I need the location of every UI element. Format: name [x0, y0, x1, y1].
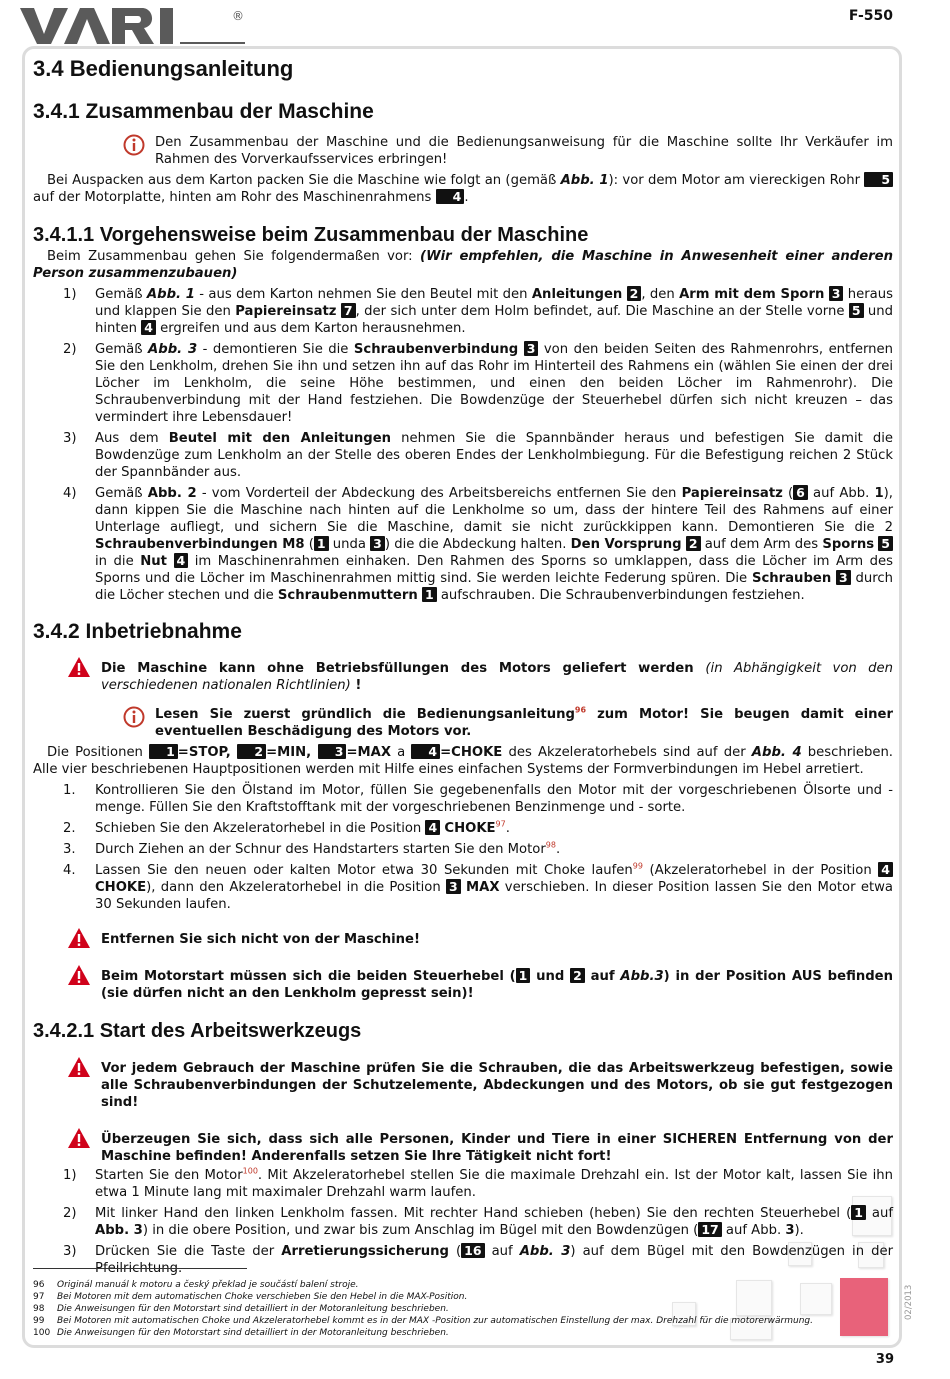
- warning-icon: [67, 927, 91, 949]
- list-item: 2) Mit linker Hand den linken Lenkholm fassen. Mit rechter Hand schieben (heben) Sie den rechten Steuerhebel ( 1 auf Abb. 3) in die obere Position, und zwar bis zum Anschlag im Bügel mit den Bowdenzügen ( 17 auf Abb. 3).: [63, 1205, 893, 1238]
- list-item: 4) Gemäß Abb. 2 - vom Vorderteil der Abdeckung des Arbeitsbereichs entfernen Sie den Papiereinsatz ( 6 auf Abb. 1), dann kippen Sie die Maschine nach hinten auf die Lenkholme so um, dass der hintere Teil des Rahmens auf einer Unterlage aufliegt, und sichern Sie die Maschine, damit sie nicht zurückkippen kann. Demontieren Sie die 2 Schraubenverbindungen M8 ( 1 unda 3 ) die die Abdeckung halten. Den Vorsprung 2 auf dem Arm des Sporns 5 in die Nut 4 im Maschinenrahmen einhaken. Den Rahmen des Sporns so umklappen, dass die Löcher im Arm des Sporns und die Löcher im Maschinenrahmen mittig sind. Sie werden leichte Federung spüren. Die Schrauben 3 durch die Löcher stechen und die Schraubenmuttern 1 aufschrauben. Die Schraubenverbindungen festziehen.: [63, 485, 893, 603]
- list-item: 3) Drücken Sie die Taste der Arretierungssicherung ( 16 auf Abb. 3) auf dem Bügel mit den Bowdenzügen in der Pfeilrichtung.: [63, 1243, 894, 1276]
- list-item: 1) Starten Sie den Motor$^{100}$. Mit Akzeleratorhebel stellen Sie die maximale Drehzahl ein. Ist der Motor kalt, lassen Sie ihn etwa 1 Minute lang mit maximaler Drehzahl warm laufen.: [63, 1166, 893, 1200]
- info-text: Den Zusammenbau der Maschine und die Bedienungsanweisung für die Maschine sollte Ihr Verkäufer im Rahmen des Vorverkaufsservices erbringen!: [155, 135, 893, 167]
- model-label: F-550: [848, 8, 893, 24]
- assembly-info-note: [33, 134, 893, 168]
- list-item: 4. Lassen Sie den neuen oder kalten Motor etwa 30 Sekunden mit Choke laufen$^{99}$ (Akzeleratorhebel in der Position 4 CHOKE), dann den Akzeleratorhebel in die Position 3 MAX verschieben. In dieser Position lassen Sie den Motor etwa 30 Sekunden laufen.: [63, 861, 893, 912]
- commissioning-heading: 3.4.2 Inbetriebnahme: [33, 620, 242, 643]
- warning-stay: Entfernen Sie sich nicht von der Maschine!: [33, 931, 893, 948]
- print-date: 02/2013: [904, 1284, 914, 1320]
- assembly-steps: [33, 286, 893, 604]
- warning-icon: [67, 1127, 91, 1149]
- footnotes: [33, 1279, 853, 1339]
- warning-icon: [67, 656, 91, 678]
- page-number: 39: [875, 1352, 894, 1367]
- vari-logo: [20, 6, 245, 46]
- list-item: 3. Durch Ziehen an der Schnur des Handstarters starten Sie den Motor$^{98}$.: [63, 840, 561, 857]
- list-item: 3) Aus dem Beutel mit den Anleitungen nehmen Sie die Spannbänder heraus und befestigen Sie damit die Bowdenzüge zum Lenkholm an der Stelle des oberen Endes der Lenkholmbiegung. Für die Befestigung reichen 2 Stück der Spannbänder aus.: [63, 431, 893, 480]
- start-tool-heading: 3.4.2.1 Start des Arbeitswerkzeugs: [33, 1020, 362, 1042]
- list-item: 2. Schieben Sie den Akzeleratorhebel in die Position 4 CHOKE$^{97}$.: [63, 819, 510, 836]
- unpack-paragraph: Bei Auspacken aus dem Karton packen Sie die Maschine wie folgt an (gemäß Abb. 1): vor dem Motor am viereckigen Rohr 5 auf der Motorplatte, hinten am Rohr des Maschinenrahmens 4 .: [33, 172, 893, 206]
- registered-mark: ®: [232, 9, 244, 23]
- part-number-box: 5: [864, 172, 893, 187]
- list-item: 2) Gemäß Abb. 3 - demontieren Sie die Schraubenverbindung 3 von den beiden Seiten des Rahmenrohrs, entfernen Sie den Lenkholm, drehen Sie ihn und setzen ihn auf das Rohr im Hinterteil des Rahmens ein (wählen Sie einen der drei Löcher im Lenkholm, die seine Höhe bestimmen, und einen den beiden Löcher im Rahmenrohr). Die Schraubenverbindung mit der Hand festziehen. Die Bowdenzüge der Steuerhebel dürfen sich nicht kreuzen – das vermindert ihre Lebensdauer!: [63, 341, 893, 425]
- footnote-rule: [33, 1268, 247, 1269]
- assembly-heading: 3.4.1 Zusammenbau der Maschine: [33, 100, 374, 123]
- footnote: 96 Originál manuál k motoru a český překlad je součástí balení stroje.: [33, 1280, 359, 1290]
- engine-manual-note: Lesen Sie zuerst gründlich die Bedienungsanleitung$^{96}$ zum Motor! Sie beugen damit einer eventuellen Beschädigung des Motors vor.: [33, 706, 893, 740]
- lever-positions: Die Positionen 1 =STOP, 2 =MIN, 3 =MAX a 4 =CHOKE des Akzeleratorhebels sind auf der Abb. 4 beschrieben. Alle vier beschriebenen Hauptpositionen werden mit Hilfe eines einfachen Systems der Formverbindungen im Hebel arretiert.: [33, 744, 893, 777]
- warning-icon: [67, 964, 91, 986]
- tool-steps: [33, 1167, 893, 1277]
- procedure-heading: 3.4.1.1 Vorgehensweise beim Zusammenbau der Maschine: [33, 224, 589, 246]
- warning-levers: Beim Motorstart müssen sich die beiden Steuerhebel ( 1 und 2 auf Abb.3) in der Position AUS befinden (sie dürfen nicht an den Lenkholm gepresst sein)!: [33, 968, 893, 1002]
- content: [33, 55, 893, 1281]
- list-item: 1. Kontrollieren Sie den Ölstand im Motor, füllen Sie gegebenenfalls den Motor mit der vorgeschriebenen Ölsorte und -menge. Füllen Sie den Kraftstofftank mit der vorgeschriebenen Benzinmenge und - sorte.: [63, 783, 893, 815]
- footnote: 97 Bei Motoren mit dem automatischen Choke verschieben Sie den Hebel in die MAX-Position.: [33, 1292, 468, 1302]
- warning-fluids: Die Maschine kann ohne Betriebsfüllungen des Motors geliefert werden (in Abhängigkeit von den verschiedenen nationalen Richtlinien) !: [33, 660, 893, 694]
- warning-screws: Vor jedem Gebrauch der Maschine prüfen Sie die Schrauben, die das Arbeitswerkzeug befestigen, sowie alle Schraubenverbindungen der Schutzelemente, Abdeckungen und des Motors, ob sie gut festgezogen sind!: [33, 1060, 893, 1111]
- info-icon: [123, 706, 145, 728]
- start-steps: [33, 782, 893, 913]
- footnote: 98 Die Anweisungen für den Motorstart sind detailliert in der Motoranleitung beschrieben.: [33, 1304, 449, 1314]
- info-icon: [123, 134, 145, 156]
- footnote: 100 Die Anweisungen für den Motorstart sind detailliert in der Motoranleitung beschrieben.: [33, 1328, 449, 1338]
- footnote: 99 Bei Motoren mit automatischen Choke und Akzeleratorhebel kommt es in der MAX -Position zur automatischen Einstellung der max. Drehzahl für die motorerwärmung.: [33, 1316, 813, 1326]
- warning-distance: Überzeugen Sie sich, dass sich alle Personen, Kinder und Tiere in einer SICHEREN Entfernung von der Maschine befinden! Anderenfalls setzen Sie Ihre Tätigkeit nicht fort!: [33, 1131, 893, 1165]
- part-number-box: 4: [436, 189, 465, 204]
- procedure-intro: Beim Zusammenbau gehen Sie folgendermaßen vor: (Wir empfehlen, die Maschine in Anwesenheit einer anderen Person zusammenzubauen): [33, 249, 893, 281]
- warning-icon: [67, 1056, 91, 1078]
- list-item: 1) Gemäß Abb. 1 - aus dem Karton nehmen Sie den Beutel mit den Anleitungen 2 , den Arm mit dem Sporn 3 heraus und klappen Sie den Papiereinsatz 7 , der sich unter dem Holm befindet, auf. Die Maschine an der Stelle vorne 5 und hinten 4 ergreifen und aus dem Karton herausnehmen.: [63, 286, 894, 336]
- section-title: 3.4 Bedienungsanleitung: [33, 56, 294, 81]
